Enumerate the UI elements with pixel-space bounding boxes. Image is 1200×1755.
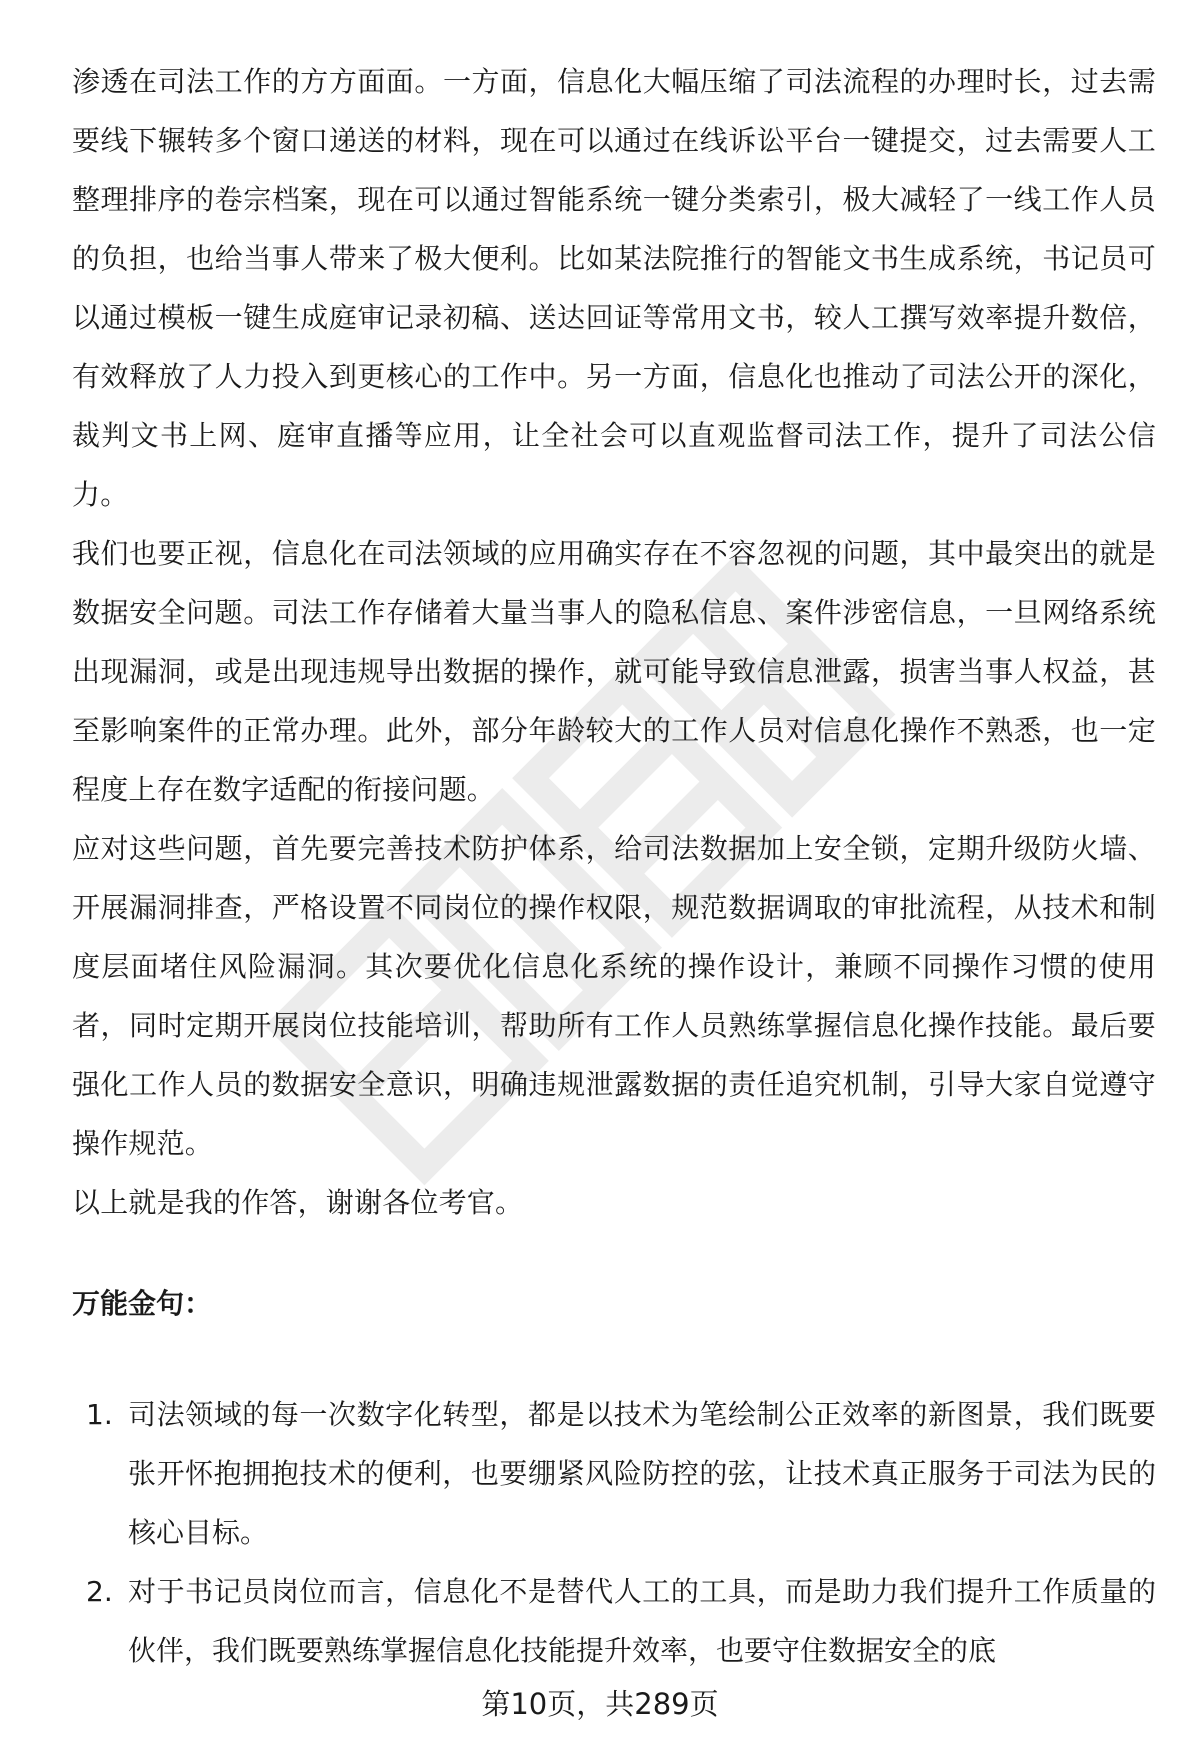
list-item-text: 司法领域的每一次数字化转型，都是以技术为笔绘制公正效率的新图景，我们既要张开怀抱拥抱技术的便利，也要绷紧风险防控的弦，让技术真正服务于司法为民的核心目标。 [128, 1398, 1156, 1549]
paragraph-2: 我们也要正视，信息化在司法领域的应用确实存在不容忽视的问题，其中最突出的就是数据安全问题。司法工作存储着大量当事人的隐私信息、案件涉密信息，一旦网络系统出现漏洞，或是出现违规导出数据的操作，就可能导致信息泄露，损害当事人权益，甚至影响案件的正常办理。此外，部分年龄较大的工作人员对信息化操作不熟悉，也一定程度上存在数字适配的衔接问题。 [72, 537, 1156, 806]
list-item-number: 2. [86, 1575, 113, 1608]
list-item [72, 1385, 1156, 1562]
paragraph-1: 渗透在司法工作的方方面面。一方面，信息化大幅压缩了司法流程的办理时长，过去需要线下辗转多个窗口递送的材料，现在可以通过在线诉讼平台一键提交，过去需要人工整理排序的卷宗档案，现在可以通过智能系统一键分类索引，极大减轻了一线工作人员的负担，也给当事人带来了极大便利。比如某法院推行的智能文书生成系统，书记员可以通过模板一键生成庭审记录初稿、送达回证等常用文书，较人工撰写效率提升数倍，有效释放了人力投入到更核心的工作中。另一方面，信息化也推动了司法公开的深化，裁判文书上网、庭审直播等应用，让全社会可以直观监督司法工作，提升了司法公信力。 [72, 65, 1156, 511]
list-item-text: 对于书记员岗位而言，信息化不是替代人工的工具，而是助力我们提升工作质量的伙伴，我们既要熟练掌握信息化技能提升效率，也要守住数据安全的底 [128, 1575, 1156, 1667]
quote-list [72, 1385, 1156, 1680]
list-item-number: 1. [86, 1398, 113, 1431]
page-number-footer: 第10页，共289页 [481, 1687, 719, 1721]
document-body [72, 52, 1156, 1680]
paragraph-3: 应对这些问题，首先要完善技术防护体系，给司法数据加上安全锁，定期升级防火墙、开展漏洞排查，严格设置不同岗位的操作权限，规范数据调取的审批流程，从技术和制度层面堵住风险漏洞。其次要优化信息化系统的操作设计，兼顾不同操作习惯的使用者，同时定期开展岗位技能培训，帮助所有工作人员熟练掌握信息化操作技能。最后要强化工作人员的数据安全意识，明确违规泄露数据的责任追究机制，引导大家自觉遵守操作规范。 [72, 832, 1156, 1160]
list-item [72, 1562, 1156, 1680]
paragraph-4: 以上就是我的作答，谢谢各位考官。 [72, 1186, 524, 1219]
section-heading: 万能金句： [72, 1287, 213, 1320]
